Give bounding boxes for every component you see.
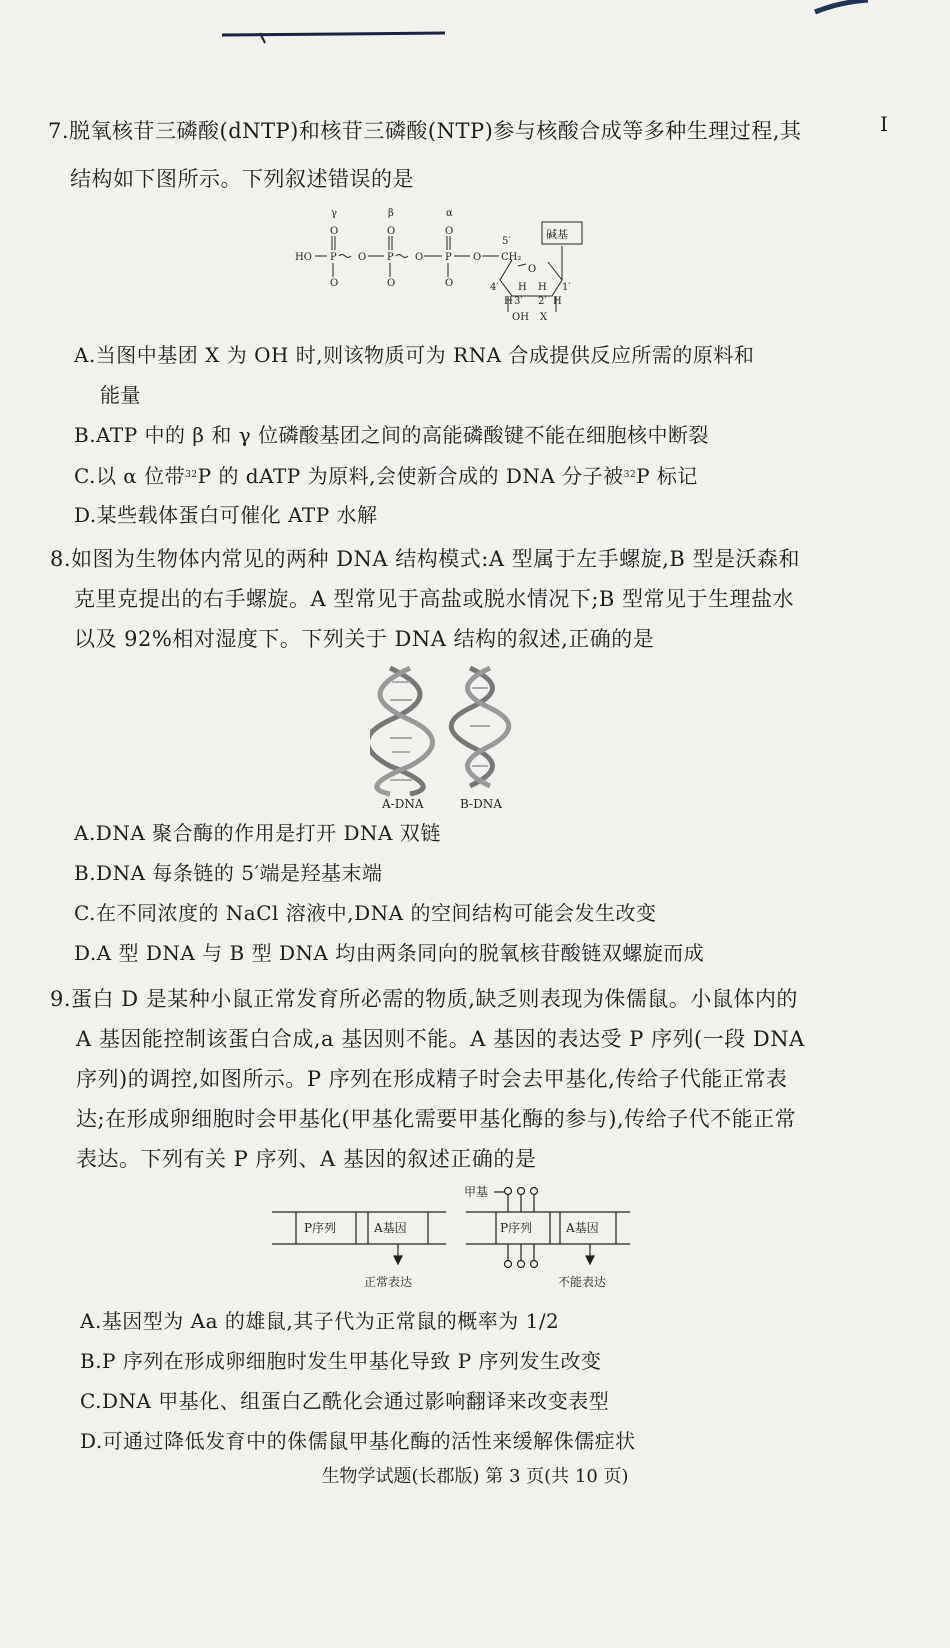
alpha-label: α bbox=[446, 208, 453, 219]
p-seq-right: P序列 bbox=[500, 1221, 533, 1235]
q9-option-c[interactable]: C.DNA 甲基化、组蛋白乙酰化会通过影响翻译来改变表型 bbox=[80, 1389, 610, 1413]
a-dna-label: A-DNA bbox=[382, 797, 424, 811]
q8-option-a[interactable]: A.DNA 聚合酶的作用是打开 DNA 双链 bbox=[74, 821, 441, 845]
svg-text:O: O bbox=[358, 252, 367, 263]
methyl-label: 甲基 bbox=[464, 1185, 489, 1199]
corner-scan-stroke bbox=[810, 0, 870, 20]
q9-stem-line-5: 表达。下列有关 P 序列、A 基因的叙述正确的是 bbox=[76, 1147, 537, 1171]
b-dna-label: B-DNA bbox=[460, 797, 502, 811]
q9-option-b[interactable]: B.P 序列在形成卵细胞时发生甲基化导致 P 序列发生改变 bbox=[80, 1349, 602, 1373]
svg-text:P: P bbox=[387, 252, 394, 263]
base-label: 碱基 bbox=[546, 228, 568, 241]
q8-stem-line-2: 克里克提出的右手螺旋。A 型常见于高盐或脱水情况下;B 型常见于生理盐水 bbox=[74, 587, 795, 611]
svg-text:2′: 2′ bbox=[538, 296, 547, 307]
q7-stem-line-2: 结构如下图所示。下列叙述错误的是 bbox=[70, 167, 414, 191]
svg-text:O: O bbox=[387, 226, 396, 237]
svg-text:O: O bbox=[387, 278, 396, 289]
q9-stem-line-3: 序列)的调控,如图所示。P 序列在形成精子时会去甲基化,传给子代能正常表 bbox=[76, 1067, 788, 1091]
no-expression-label: 不能表达 bbox=[558, 1275, 607, 1289]
svg-text:3′: 3′ bbox=[514, 296, 523, 307]
q7-option-a-line-1[interactable]: A.当图中基团 X 为 OH 时,则该物质可为 RNA 合成提供反应所需的原料和 bbox=[74, 343, 755, 367]
q9-option-d[interactable]: D.可通过降低发育中的侏儒鼠甲基化酶的活性来缓解侏儒症状 bbox=[80, 1429, 636, 1453]
q7-option-c[interactable]: C.以 α 位带$^{32}$P 的 dATP 为原料,会使新合成的 DNA 分子被$^{32}$P 标记 bbox=[74, 464, 698, 488]
svg-text:P: P bbox=[330, 252, 337, 263]
svg-text:O: O bbox=[445, 226, 454, 237]
svg-text:O: O bbox=[330, 278, 339, 289]
q8-option-d[interactable]: D.A 型 DNA 与 B 型 DNA 均由两条同向的脱氧核苷酸链双螺旋而成 bbox=[74, 941, 705, 965]
ch2-label: CH₂ bbox=[501, 252, 522, 263]
q7-option-a-line-2: 能量 bbox=[100, 383, 141, 407]
q8-option-b[interactable]: B.DNA 每条链的 5′端是羟基末端 bbox=[74, 861, 383, 885]
oh-label: OH bbox=[512, 312, 529, 323]
q9-option-a[interactable]: A.基因型为 Aa 的雄鼠,其子代为正常鼠的概率为 1/2 bbox=[80, 1309, 560, 1333]
svg-text:O: O bbox=[330, 226, 339, 237]
svg-text:O: O bbox=[415, 252, 424, 263]
q8-option-c[interactable]: C.在不同浓度的 NaCl 溶液中,DNA 的空间结构可能会发生改变 bbox=[74, 901, 657, 925]
q7-option-d[interactable]: D.某些载体蛋白可催化 ATP 水解 bbox=[74, 503, 378, 527]
svg-text:4′: 4′ bbox=[490, 282, 499, 293]
gamma-label: γ bbox=[331, 208, 337, 219]
svg-text:H: H bbox=[518, 282, 527, 293]
top-scan-stroke bbox=[220, 25, 450, 45]
beta-label: β bbox=[388, 208, 394, 219]
svg-text:H: H bbox=[553, 296, 562, 307]
q8-stem-line-1: 8.如图为生物体内常见的两种 DNA 结构模式:A 型属于左手螺旋,B 型是沃森和 bbox=[50, 547, 800, 571]
a-dna-helix bbox=[370, 668, 433, 794]
svg-text:O: O bbox=[445, 278, 454, 289]
svg-text:1′: 1′ bbox=[562, 282, 571, 293]
q7-option-b[interactable]: B.ATP 中的 β 和 γ 位磷酸基团之间的高能磷酸键不能在细胞核中断裂 bbox=[74, 423, 710, 447]
ho-label: HO bbox=[295, 252, 312, 263]
svg-text:H: H bbox=[538, 282, 547, 293]
q7-stem-line-1: 7.脱氧核苷三磷酸(dNTP)和核苷三磷酸(NTP)参与核酸合成等多种生理过程,其 bbox=[48, 119, 802, 143]
x-label: X bbox=[540, 312, 548, 323]
p-seq-left: P序列 bbox=[304, 1221, 337, 1235]
methylation-diagram bbox=[268, 1182, 638, 1294]
svg-text:5′: 5′ bbox=[502, 236, 511, 247]
a-gene-left: A基因 bbox=[374, 1221, 407, 1235]
svg-text:P: P bbox=[445, 252, 452, 263]
q9-stem-line-1: 9.蛋白 D 是某种小鼠正常发育所必需的物质,缺乏则表现为侏儒鼠。小鼠体内的 bbox=[50, 987, 798, 1011]
svg-text:H: H bbox=[504, 296, 513, 307]
normal-expression-label: 正常表达 bbox=[364, 1275, 413, 1289]
page-footer: 生物学试题(长郡版) 第 3 页(共 10 页) bbox=[321, 1466, 629, 1487]
svg-text:O: O bbox=[473, 252, 482, 263]
dna-helix-diagram bbox=[370, 662, 540, 812]
q9-stem-line-2: A 基因能控制该蛋白合成,a 基因则不能。A 基因的表达受 P 序列(一段 DNA bbox=[76, 1027, 805, 1051]
svg-text:O: O bbox=[528, 264, 537, 275]
q9-stem-line-4: 达;在形成卵细胞时会甲基化(甲基化需要甲基化酶的参与),传给子代不能正常 bbox=[76, 1107, 797, 1131]
nucleotide-structure-diagram bbox=[290, 200, 610, 330]
a-gene-right: A基因 bbox=[566, 1221, 599, 1235]
side-mark: I bbox=[880, 112, 888, 136]
q8-stem-line-3: 以及 92%相对湿度下。下列关于 DNA 结构的叙述,正确的是 bbox=[74, 627, 655, 651]
